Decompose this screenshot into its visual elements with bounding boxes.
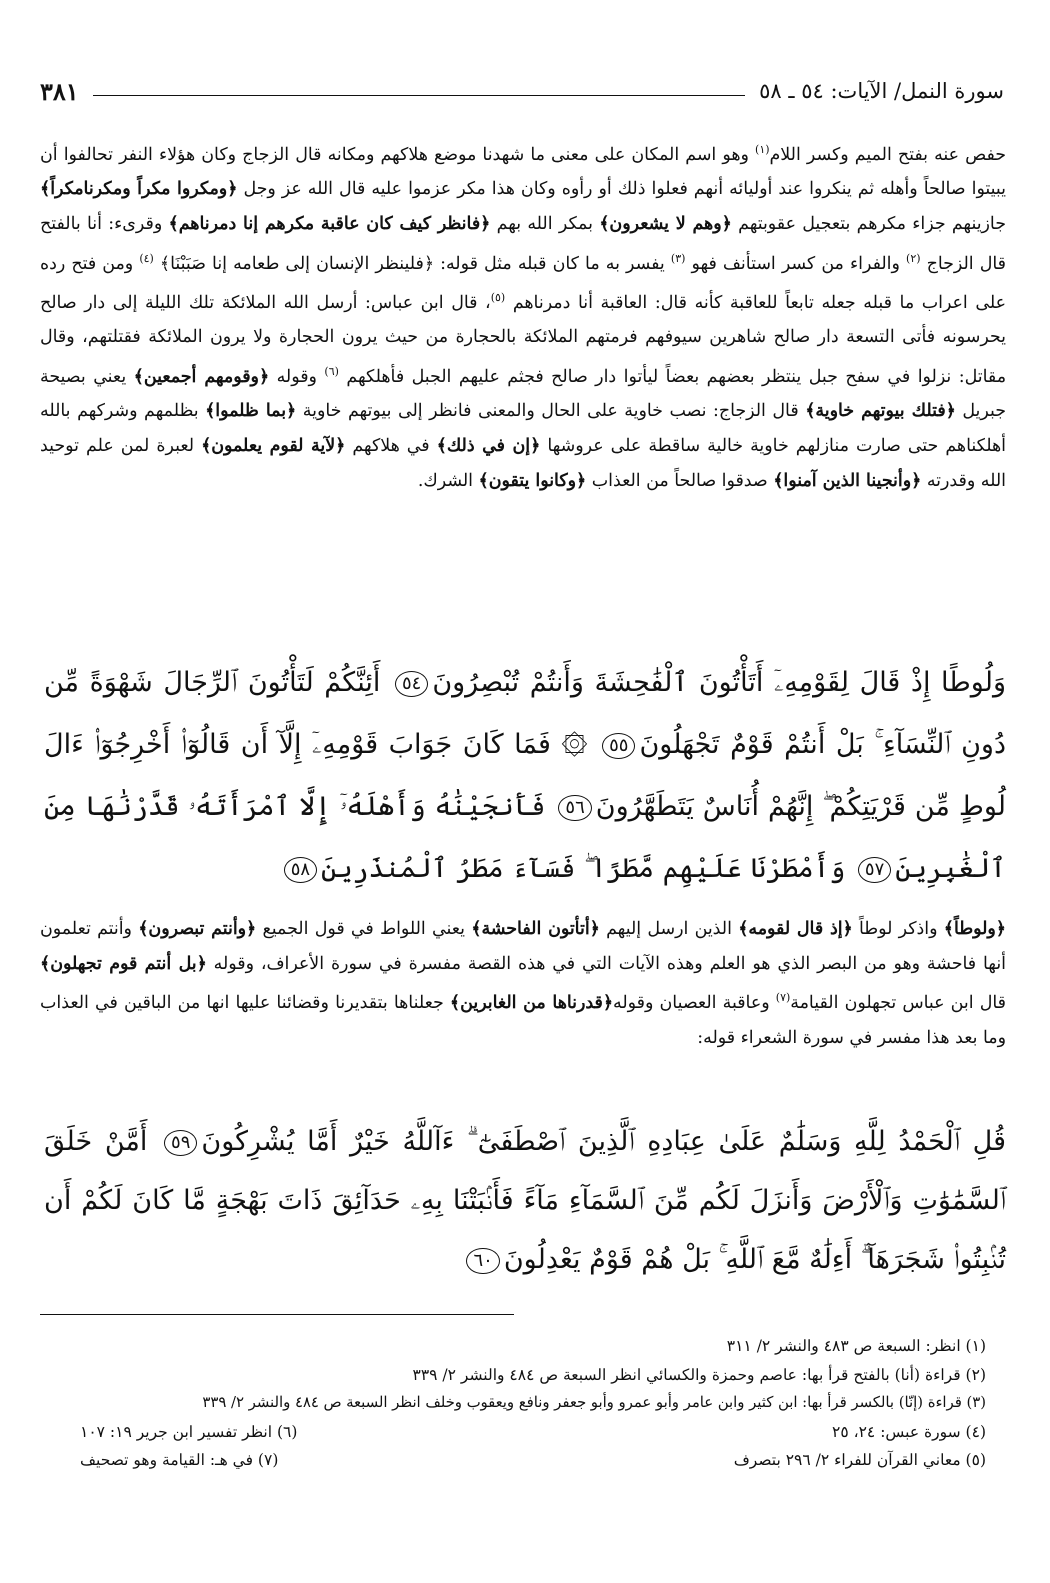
quran-verses-59-60 xyxy=(44,1112,1006,1289)
commentary-text: يعني بصيحة جبريل xyxy=(40,366,1006,422)
quran-quote: ﴿وهم لا يشعرون﴾ xyxy=(599,213,732,234)
footnote-1: (١) انظر: السبعة ص ٤٨٣ والنشر ٢/ ٣١١ xyxy=(726,1337,986,1355)
footnote-separator xyxy=(40,1314,514,1315)
footnote-ref: (٥) xyxy=(490,290,506,304)
commentary-text: وأنتم تعلمون أنها فاحشة وهو من البصر الذي هو العلم وهذه الآيات التي في هذه القصة مفسرة في سورة الأعراف، وقوله xyxy=(40,919,1006,974)
verse-text: فَأَنجَيْنَٰهُ وَأَهْلَهُۥٓ إِلَّا ٱمْرَأَتَهُۥ قَدَّرْنَٰهَا مِنَ ٱلْغَٰبِرِينَ xyxy=(44,791,1006,884)
commentary-text: لعبرة لمن علم توحيد الله وقدرته xyxy=(40,435,1006,491)
quran-quote: ﴿فانظر كيف كان عاقبة مكرهم إنا دمرناهم﴾ xyxy=(168,213,491,234)
footnote-5: (٥) معاني القرآن للفراء ٢/ ٢٩٦ بتصرف xyxy=(733,1451,986,1470)
verse-text: وَلُوطًا إِذْ قَالَ لِقَوْمِهِۦٓ أَتَأْتُونَ ٱلْفَٰحِشَةَ وَأَنتُمْ تُبْصِرُونَ xyxy=(432,667,1006,698)
footnote-3: (٣) قراءة (إنّا) بالكسر قرأ بها: ابن كثير وابن عامر وأبو عمرو وأبو جعفر ونافع ويعقوب وخلف انظر السبعة ص ٤٨٤ والنشر ٢/ ٣٣٩ xyxy=(202,1394,986,1412)
footnote-ref: (٧) xyxy=(775,991,791,1005)
footnote-ref: (٣) xyxy=(670,251,686,265)
commentary-text: يفسر به ما كان قبله مثل قوله: ﴿فلينظر الإنسان إلى طعامه إنا صَبَبْنَا﴾ xyxy=(153,253,671,274)
commentary-text: حفص عنه بفتح الميم وكسر اللام xyxy=(769,144,1006,165)
commentary-text: والفراء من كسر استأنف فهو xyxy=(685,253,907,274)
ayah-number: ٥٦ xyxy=(558,795,591,821)
verse-text: قُلِ ٱلْحَمْدُ لِلَّهِ وَسَلَٰمٌ عَلَىٰ عِبَادِهِ ٱلَّذِينَ ٱصْطَفَىٰٓ ۗ ءَآللَّهُ خَيْرٌ أَمَّا يُشْرِكُونَ xyxy=(201,1126,1006,1157)
footnote-ref: (٦) xyxy=(324,364,339,378)
surah-title: سورة النمل/ الآيات: ٥٤ ـ ٥٨ xyxy=(759,79,1004,103)
page-number: ٣٨١ xyxy=(40,76,79,106)
ayah-number: ٥٤ xyxy=(395,671,428,697)
ayah-number: ٦٠ xyxy=(466,1248,499,1274)
quran-quote: ﴿لآية لقوم يعلمون﴾ xyxy=(201,435,346,456)
footnote-4: (٤) سورة عبس: ٢٤، ٢٥ xyxy=(832,1422,986,1441)
footnote-6: (٦) انظر تفسير ابن جرير ١٩: ١٠٧ xyxy=(80,1422,298,1441)
footnote-2: (٢) قراءة (أنا) بالفتح قرأ بها: عاصم وحمزة والكسائي انظر السبعة ص ٤٨٤ والنشر ٢/ ٣٣٩ xyxy=(412,1365,986,1384)
quran-quote: ﴿وأنجينا الذين آمنوا﴾ xyxy=(773,470,922,491)
footnote-row-4-6 xyxy=(40,1418,986,1447)
commentary-text: ، قال ابن عباس: أرسل الله الملائكة تلك الليلة إلى دار صالح يحرسونه فأتى التسعة دار صالح شاهرين سيوفهم فرمتهم الملائكة بالحجارة من حيث يرون الحجارة ولا يرون الملائكة فقتلتهم، وقال مقاتل: نزلوا في سفح جبل ينتظر بعضهم بعضاً ليأتوا دار صالح فجثم عليهم الجبل فأهلكهم xyxy=(40,292,1007,387)
commentary-text: جازينهم جزاء مكرهم بتعجيل عقوبتهم xyxy=(731,213,1006,234)
quran-quote: ﴿فتلك بيوتهم خاوية﴾ xyxy=(805,401,956,422)
commentary-text: بمكر الله بهم xyxy=(490,213,600,234)
header-rule xyxy=(93,95,745,96)
commentary-text: يعني اللواط في قول الجميع xyxy=(256,919,472,939)
ayah-number: ٥٧ xyxy=(858,857,891,883)
commentary-text: قال الزجاج: نصب خاوية على الحال والمعنى فانظر إلى بيوتهم خاوية xyxy=(296,401,806,422)
commentary-text: ومن فتح رده على اعراب ما قبله جعله تابعاً للعاقبة كأنه قال: العاقبة أنا دمرناهم xyxy=(40,253,1007,313)
commentary-paragraph-1 xyxy=(40,133,1006,498)
commentary-text: قال ابن عباس تجهلون القيامة xyxy=(790,992,1006,1013)
footnote-7: (٧) في هـ: القيامة وهو تصحيف xyxy=(80,1451,279,1470)
quran-quote: ﴿بل أنتم قوم تجهلون﴾ xyxy=(40,953,207,974)
commentary-text: بظلمهم وشركهم بالله أهلكناهم حتى صارت منازلهم خاوية خالية ساقطة على عروشها xyxy=(40,401,1007,456)
commentary-text: وقوله xyxy=(269,366,325,387)
commentary-text: الشرك. xyxy=(417,470,479,491)
footnote-ref: (١) xyxy=(755,143,770,156)
footnote-ref: (٢) xyxy=(906,251,921,265)
commentary-paragraph-2 xyxy=(40,912,1006,1055)
quran-quote: ﴿وكانوا يتقون﴾ xyxy=(478,470,587,491)
commentary-text: جعلناها بتقديرنا وقضائنا عليها انها من الباقين في العذاب وما بعد هذا مفسر في سورة الشعراء قوله: xyxy=(40,992,1006,1048)
commentary-text: في هلاكهم xyxy=(345,435,437,456)
quran-quote: ﴿وأنتم تبصرون﴾ xyxy=(138,919,257,939)
commentary-text: صدقوا صالحاً من العذاب xyxy=(586,470,774,491)
footnote-ref: (٤) xyxy=(139,251,154,265)
quran-quote: ﴿إن في ذلك﴾ xyxy=(436,435,541,456)
quran-quote: ﴿وقومهم أجمعين﴾ xyxy=(133,366,270,387)
commentary-text: وعاقبة العصيان وقوله xyxy=(613,992,776,1013)
commentary-text: وقرىء: أنا بالفتح قال الزجاج xyxy=(40,213,1006,274)
commentary-text: واذكر لوطاً xyxy=(852,919,944,939)
quran-verses-54-58 xyxy=(44,652,1006,900)
ayah-number: ٥٨ xyxy=(284,857,317,883)
quran-quote: ﴿إذ قال لقومه﴾ xyxy=(738,919,853,939)
verse-text: وَأَمْطَرْنَا عَلَيْهِم مَّطَرًا ۖ فَسَآءَ مَطَرُ ٱلْمُنذَرِينَ xyxy=(321,853,846,884)
quran-quote: ﴿ومكروا مكراً ومكرنامكراً﴾ xyxy=(40,179,238,200)
verse-text: أَئِنَّكُمْ لَتَأْتُونَ ٱلرِّجَالَ شَهْوَةً مِّن دُونِ ٱلنِّسَآءِ ۚ بَلْ أَنتُمْ قَوْمٌ تَجْهَلُونَ xyxy=(44,667,1006,760)
commentary-text: وهو اسم المكان على معنى ما شهدنا موضع هلاكهم ومكانه قال الزجاج وكان هؤلاء النفر تحالفوا أن يبيتوا صالحاً وأهله ثم ينكروا عند أوليائه أنهم فعلوا ذلك أو رأوه وكان هذا مكر عزموا عليه قال الله عز وجل xyxy=(40,144,1007,200)
quran-quote: ﴿بما ظلموا﴾ xyxy=(205,401,297,422)
verse-text: أَمَّنْ خَلَقَ ٱلسَّمَٰوَٰتِ وَٱلْأَرْضَ وَأَنزَلَ لَكُم مِّنَ ٱلسَّمَآءِ مَآءً فَأَنۢبَتْنَا بِهِۦ حَدَآئِقَ ذَاتَ بَهْجَةٍ مَّا كَانَ لَكُمْ أَن تُنۢبِتُوا۟ شَجَرَهَآ ۗ أَءِلَٰهٌ مَّعَ ٱللَّهِ ۚ بَلْ هُمْ قَوْمٌ يَعْدِلُونَ xyxy=(44,1126,1006,1275)
quran-quote: ﴿ولوطاً﴾ xyxy=(943,919,1006,939)
verse-text: ۞ فَمَا كَانَ جَوَابَ قَوْمِهِۦٓ إِلَّآ أَن قَالُوٓا۟ أَخْرِجُوٓا۟ ءَالَ لُوطٍ مِّن قَرْيَتِكُمْ ۖ إِنَّهُمْ أُنَاسٌ يَتَطَهَّرُونَ xyxy=(44,729,1006,822)
footnotes xyxy=(40,1332,986,1475)
quran-quote: ﴿قدرناها من الغابرين﴾ xyxy=(449,992,614,1013)
ayah-number: ٥٥ xyxy=(602,733,635,759)
page-header xyxy=(40,74,1004,108)
footnote-row-5-7 xyxy=(40,1446,986,1475)
commentary-text: الذين ارسل إليهم xyxy=(599,919,739,939)
ayah-number: ٥٩ xyxy=(164,1130,197,1156)
quran-quote: ﴿أتأتون الفاحشة﴾ xyxy=(471,919,600,939)
